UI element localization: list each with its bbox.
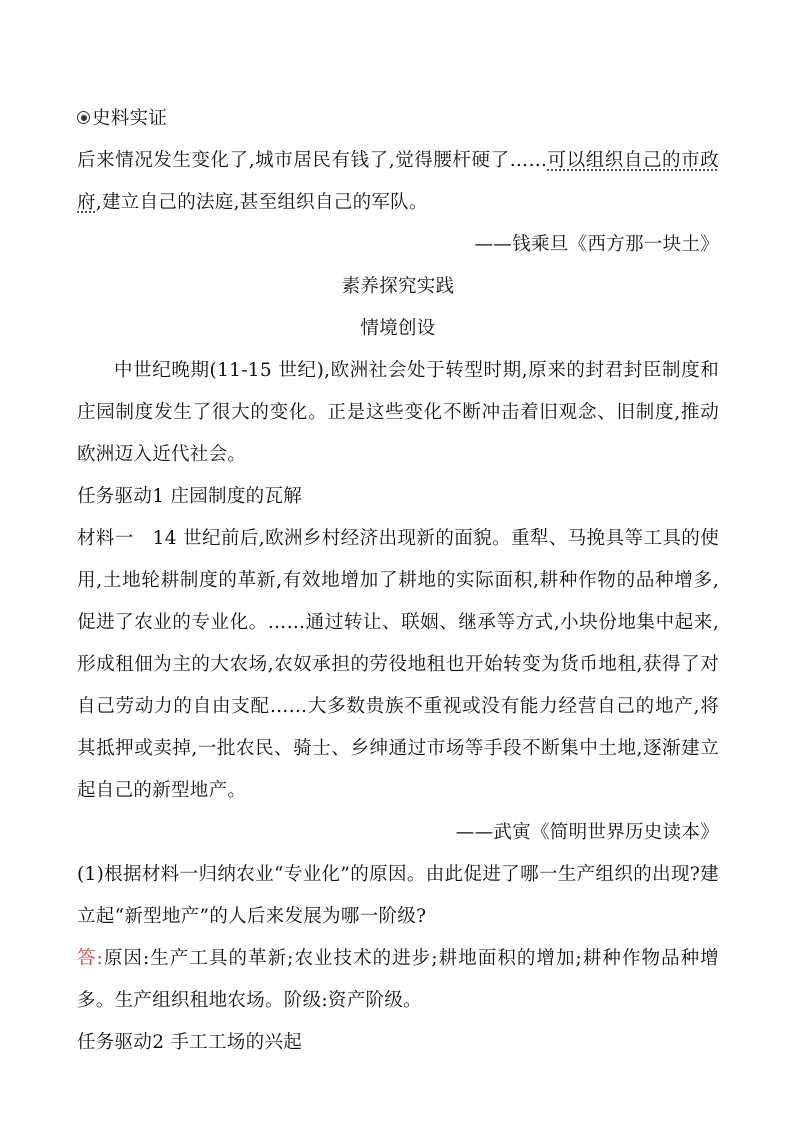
task1-title: 任务驱动1 庄园制度的瓦解 bbox=[77, 486, 303, 507]
source-quote-underlined-a: 可以组织自己的市政 bbox=[547, 150, 719, 171]
task1-question: (1)根据材料一归纳农业“专业化”的原因。由此促进了哪一生产组织的出现?建立起“新型地产”的人后来发展为哪一阶级? bbox=[77, 864, 719, 927]
radio-bullet-icon bbox=[77, 111, 90, 124]
practice-heading: 素养探究实践 bbox=[341, 276, 455, 297]
task1-material: 材料一 14 世纪前后,欧洲乡村经济出现新的面貌。重犁、马挽具等工具的使用,土地轮耕制度的革新,有效地增加了耕地的实际面积,耕种作物的品种增多,促进了农业的专业化。……通过转让、联姻、继承等方式,小块份地集中起来,形成租佃为主的大农场,农奴承担的劳役地租也开始转变为货币地租,获得了对自己劳动力的自由支配……大多数贵族不重视或没有能力经营自己的地产,将其抵押或卖掉,一批农民、骑士、乡绅通过市场等手段不断集中土地,逐渐建立起自己的新型地产。 bbox=[77, 528, 719, 801]
task1-attribution: ——武寅《简明世界历史读本》 bbox=[455, 822, 719, 843]
scenario-paragraph: 中世纪晚期(11-15 世纪),欧洲社会处于转型时期,原来的封君封臣制度和庄园制度发生了很大的变化。正是这些变化不断冲击着旧观念、旧制度,推动欧洲迈入近代社会。 bbox=[77, 360, 719, 465]
task2-title: 任务驱动2 手工工场的兴起 bbox=[77, 1032, 303, 1053]
source-quote-part2: ,建立自己的法庭,甚至组织自己的军队。 bbox=[95, 192, 428, 213]
source-section-title: 史料实证 bbox=[92, 108, 168, 129]
answer-text: 原因:生产工具的革新;农业技术的进步;耕地面积的增加;耕种作物品种增多。生产组织租地农场。阶级:资产阶级。 bbox=[77, 948, 719, 1011]
source-quote-underlined-b: 府 bbox=[77, 192, 96, 213]
source-quote bbox=[77, 140, 719, 224]
source-quote-part1: 后来情况发生变化了,城市居民有钱了,觉得腰杆硬了…… bbox=[77, 150, 548, 171]
practice-subheading: 情境创设 bbox=[360, 318, 436, 339]
source-section-title-row bbox=[77, 98, 719, 140]
source-attribution: ——钱乘旦《西方那一块土》 bbox=[474, 234, 719, 255]
task1-answer bbox=[77, 938, 719, 1022]
answer-label: 答: bbox=[77, 948, 104, 969]
document-page bbox=[77, 98, 719, 1064]
